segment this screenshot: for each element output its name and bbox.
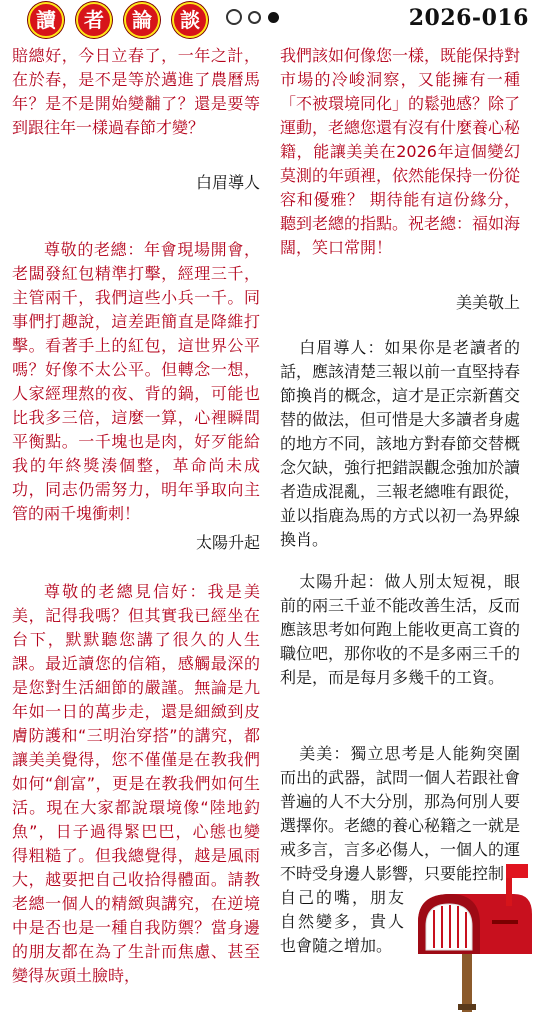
letter-text: 尊敬的老總：年會現場開會，老闆發紅包精準打擊，經理三千，主管兩千，我們這些小兵一千。同事們打趣說，這差距簡直是降維打擊。看著手上的紅包，這世界公平嗎？好像不太公平。但轉念一想，人家經理熬的夜、背的鍋，可能也比我多三倍，這麼一算，心裡瞬間平衡點。一千塊也是肉，好歹能給我的年終獎湊個整，革命尚未成功，同志仍需努力，明年爭取向主管的兩千塊衝刺！ bbox=[12, 240, 260, 523]
title-char: 者 bbox=[76, 2, 112, 38]
letter-text: 尊敬的老總見信好：我是美美，記得我嗎？但其實我已經坐在台下，默默聽您講了很久的人生課。最近讀您的信箱，感觸最深的是您對生活細節的嚴謹。無論是九年如一日的萬步走，還是細緻到皮膚防護和“三明治穿搭”的講究，都讓美美覺得，您不僅僅是在教我們如何“創富”，更是在教我們如何生活。現在大家都說環境像“陸地釣魚”，日子過得緊巴巴，心態也變得粗糙了。但我總覺得，越是風雨大，越要把自己收拾得體面。請教老總一個人的精緻與講究，在逆境中是否也是一種自我防禦？當身邊的朋友都在為了生計而焦慮、甚至變得灰頭土臉時， bbox=[12, 582, 260, 985]
mailbox-trim bbox=[492, 920, 518, 924]
circle-icon bbox=[248, 11, 261, 24]
letter-signature: 白眉導人 bbox=[195, 173, 260, 192]
letter-text: 我們該如何像您一樣，既能保持對市場的冷峻洞察，又能擁有一種「不被環境同化」的鬆弛感？除了運動，老總您還有沒有什麼養心秘籍，能讓美美在2026年這個變幻莫測的年頭裡，依然能保持一份從容和優雅？ 期待能有這份緣分，聽到老總的指點。祝老總：福如海闊，笑口常開！ bbox=[280, 46, 521, 257]
column-header bbox=[0, 0, 545, 40]
circle-icon bbox=[226, 9, 242, 25]
reply-text: 太陽升起：做人別太短視，眼前的兩三千並不能改善生活，反而應該思考如何跑上能收更高工資的職位吧，那你收的不是多兩三千的利是，而是每月多幾千的工資。 bbox=[280, 572, 521, 687]
mailbox-illustration bbox=[396, 862, 536, 1012]
title-char: 談 bbox=[172, 2, 208, 38]
reply-text: 白眉導人：如果你是老讀者的話，應該清楚三報以前一直堅持春節換肖的概念，這才是正宗新舊交替的做法，但可惜是大多讀者身處的地方不同，該地方對春節交替概念欠缺，強行把錯誤觀念強加於讀者造成混亂，三報老總唯有跟從，並以指鹿為馬的方式以初一為界線換肖。 bbox=[280, 338, 521, 549]
mailbox-flag bbox=[506, 864, 528, 878]
reply-text: 自己的嘴，朋友自然變多，貴人也會隨之增加。 bbox=[280, 888, 404, 955]
letter-signature: 美美敬上 bbox=[455, 293, 520, 312]
letter-text: 賠總好，今日立春了，一年之計，在於春，是不是等於邁進了農曆馬年？是不是開始變黼了？還是要等到跟往年一樣過春節才變？ bbox=[12, 46, 260, 137]
letter-signature: 太陽升起 bbox=[195, 533, 260, 552]
mailbox-post-base bbox=[458, 1004, 476, 1010]
title-char: 讀 bbox=[28, 2, 64, 38]
title-char: 論 bbox=[124, 2, 160, 38]
reply-text: 美美：獨立思考是人能夠突圍而出的武器，試問一個人若跟社會普遍的人不大分別，那為何別人要選擇你。老總的養心秘籍之一就是戒多言，言多必傷人，一個人的運不時受身邊人影響，只要能控制 bbox=[280, 744, 521, 883]
mailbox-post bbox=[462, 950, 472, 1012]
filled-circle-icon bbox=[268, 12, 279, 23]
issue-number: 2026-016 bbox=[408, 5, 529, 31]
